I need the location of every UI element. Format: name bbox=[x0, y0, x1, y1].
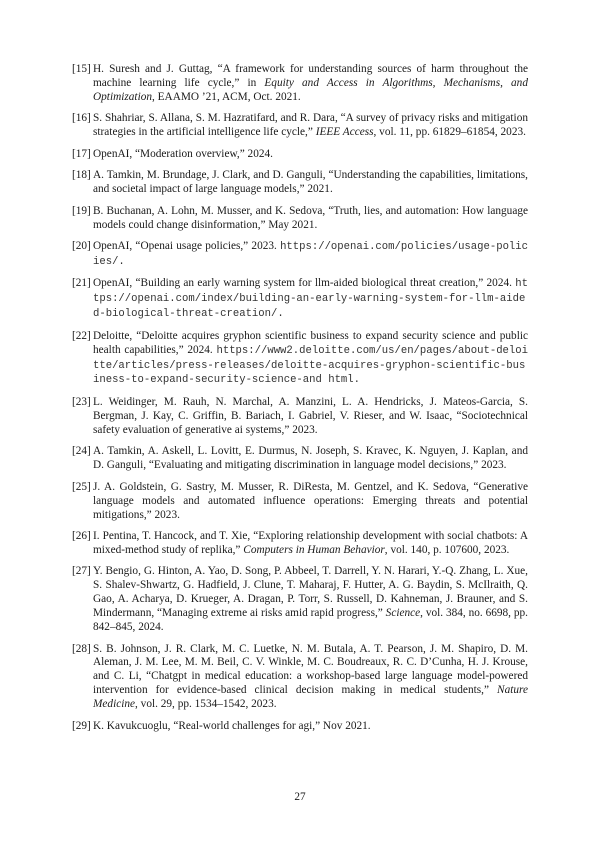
reference-text: Deloitte, “Deloitte acquires gryphon scientific business to expand security science and public health capabilities,” 2024. bbox=[93, 329, 528, 356]
page-number: 27 bbox=[294, 791, 306, 803]
reference-details: , vol. 29, pp. 1534–1542, 2023. bbox=[135, 698, 277, 711]
reference-url-link[interactable]: https://openai.com/index/building-an-early-warning-system-for-llm-aided-biological-threat-creation/. bbox=[93, 278, 528, 321]
reference-item bbox=[72, 643, 528, 713]
reference-number: [15] bbox=[72, 63, 91, 75]
reference-text: K. Kavukcuoglu, “Real-world challenges for agi,” Nov 2021. bbox=[93, 719, 371, 732]
reference-item bbox=[72, 240, 528, 270]
reference-venue: Computers in Human Behavior bbox=[243, 543, 385, 556]
reference-text: Y. Bengio, G. Hinton, A. Yao, D. Song, P. Abbeel, T. Darrell, Y. N. Harari, Y.-Q. Zhang, L. Xue, S. Shalev-Shwartz, G. Hadfield, J. Clune, T. Maharaj, F. Hutter, A. G. Baydin, S. McIlraith, Q. Gao, A. Acharya, D. Krueger, A. Dragan, P. Torr, S. Russell, D. Kahneman, J. Brauner, and S. Mindermann, “Managing extreme ai risks amid rapid progress,” bbox=[93, 565, 528, 620]
reference-number: [26] bbox=[72, 530, 91, 542]
reference-text: A. Tamkin, M. Brundage, J. Clark, and D. Ganguli, “Understanding the capabilities, limitations, and societal impact of large language models,” 2021. bbox=[93, 169, 528, 196]
reference-venue: IEEE Access bbox=[315, 126, 374, 139]
reference-details: , vol. 11, pp. 61829–61854, 2023. bbox=[373, 126, 526, 139]
reference-venue: Science bbox=[385, 607, 421, 620]
reference-number: [19] bbox=[72, 204, 91, 217]
reference-text: B. Buchanan, A. Lohn, M. Musser, and K. Sedova, “Truth, lies, and automation: How language models could change disinformation,” May 2021. bbox=[93, 204, 528, 231]
reference-number: [22] bbox=[72, 329, 91, 342]
reference-text: H. Suresh and J. Guttag, “A framework for understanding sources of harm throughout the machine learning life cycle,” in bbox=[93, 63, 528, 89]
reference-text: S. B. Johnson, J. R. Clark, M. C. Luetke, N. M. Butala, A. T. Pearson, J. M. Shapiro, D. M. Aleman, J. M. Lee, M. M. Beil, C. V. Winkle, M. C. Boudreaux, R. C. D’Cunha, H. J. Krouse, and C. Li, “Chatgpt in medical education: a workshop-based large language model-powered intervention for evidence-based clinical decision making in medical students,” bbox=[93, 642, 528, 697]
reference-item bbox=[72, 112, 528, 140]
reference-item bbox=[72, 277, 528, 322]
reference-details: , EAAMO ’21, ACM, Oct. 2021. bbox=[152, 90, 301, 103]
reference-item bbox=[72, 148, 528, 162]
reference-item bbox=[72, 330, 528, 389]
reference-text: S. Shahriar, S. Allana, S. M. Hazratifard, and R. Dara, “A survey of privacy risks and mitigation strategies in the artificial intelligence life cycle,” bbox=[93, 112, 528, 139]
reference-item bbox=[72, 565, 528, 635]
reference-item bbox=[72, 205, 528, 233]
reference-text: OpenAI, “Openai usage policies,” 2023. bbox=[93, 240, 281, 253]
reference-number: [23] bbox=[72, 395, 91, 408]
reference-url-link[interactable]: https://www2.deloitte.com/us/en/pages/about-deloitte/articles/press-releases/deloitte-acquires-gryphon-scientific-business-to-expand-security-science-and html. bbox=[93, 344, 528, 387]
reference-number: [28] bbox=[72, 642, 91, 655]
reference-url-link[interactable]: https://openai.com/policies/usage-policies/. bbox=[93, 241, 528, 268]
reference-text: L. Weidinger, M. Rauh, N. Marchal, A. Manzini, L. A. Hendricks, J. Mateos-Garcia, S. Bergman, J. Kay, C. Griffin, B. Bariach, I. Gabriel, V. Rieser, and W. Isaac, “Sociotechnical safety evaluation of generative ai systems,” 2023. bbox=[93, 395, 528, 436]
reference-details: , vol. 140, p. 107600, 2023. bbox=[384, 543, 510, 556]
reference-number: [29] bbox=[72, 719, 91, 732]
reference-item bbox=[72, 530, 528, 558]
reference-list bbox=[72, 63, 528, 741]
reference-number: [20] bbox=[72, 240, 91, 253]
reference-item bbox=[72, 720, 528, 734]
reference-item bbox=[72, 445, 528, 473]
reference-text: OpenAI, “Moderation overview,” 2024. bbox=[93, 147, 273, 160]
reference-item bbox=[72, 481, 528, 523]
reference-details: , vol. 384, no. 6698, pp. 842–845, 2024. bbox=[93, 607, 528, 634]
reference-venue: Nature Medicine bbox=[93, 684, 528, 711]
reference-text: OpenAI, “Building an early warning system for llm-aided biological threat creation,” 2024. bbox=[93, 277, 516, 290]
reference-number: [25] bbox=[72, 480, 91, 493]
reference-number: [21] bbox=[72, 277, 91, 290]
reference-text: A. Tamkin, A. Askell, L. Lovitt, E. Durmus, N. Joseph, S. Kravec, K. Nguyen, J. Kaplan, and D. Ganguli, “Evaluating and mitigating discrimination in language model decisions,” 2023. bbox=[93, 445, 528, 472]
reference-number: [27] bbox=[72, 565, 91, 578]
reference-item bbox=[72, 169, 528, 197]
reference-venue: Equity and Access in Algorithms, Mechanisms, and Optimization bbox=[93, 76, 528, 103]
reference-item bbox=[72, 63, 528, 105]
reference-number: [17] bbox=[72, 147, 91, 160]
reference-number: [24] bbox=[72, 445, 91, 458]
reference-number: [16] bbox=[72, 112, 91, 125]
reference-text: J. A. Goldstein, G. Sastry, M. Musser, R. DiResta, M. Gentzel, and K. Sedova, “Generative language models and automated influence operations: Emerging threats and potential mitigations,” 2023. bbox=[93, 480, 528, 521]
reference-item bbox=[72, 396, 528, 438]
reference-number: [18] bbox=[72, 169, 91, 182]
reference-text: I. Pentina, T. Hancock, and T. Xie, “Exploring relationship development with social chatbots: A mixed-method study of replika,” bbox=[93, 530, 528, 556]
